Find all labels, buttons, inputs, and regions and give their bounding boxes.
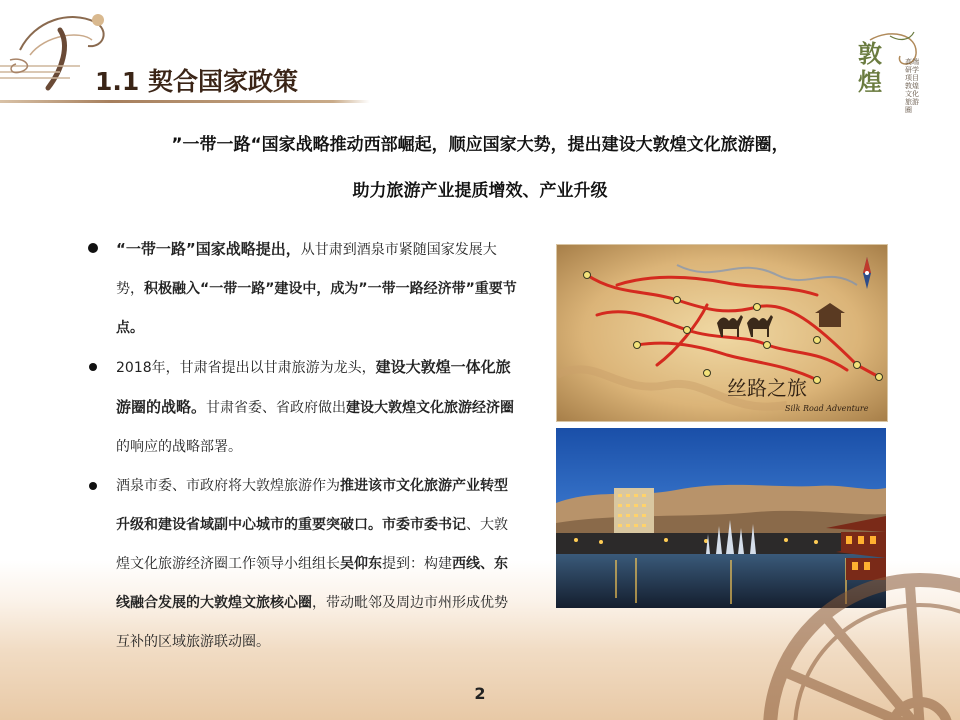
bullet-list (88, 230, 518, 662)
map-caption-en: Silk Road Adventure (785, 404, 869, 413)
bullet-3-part-5: 吴仰东 (340, 556, 382, 572)
bullet-2-part-4: 建设大敦煌文化旅游经济圈 (346, 400, 515, 416)
bullet-2-part-2: 建设大敦煌一体化旅游圈的战略。 (116, 358, 511, 416)
bullet-3-part-4: 、大敦煌文化旅游经济圈工作领导小组组长 (116, 517, 508, 572)
title-underline (0, 100, 370, 103)
bullet-2-part-1: 2018年，甘肃省提出以甘肃旅游为龙头， (116, 360, 376, 376)
bullet-item-2 (88, 348, 518, 467)
page-number: 2 (474, 684, 486, 703)
logo-subtitle: 高端研学项目敦煌文化旅游圈 (905, 58, 919, 114)
bullet-3-part-6: 提到：构建 (382, 556, 452, 572)
bullet-dot-icon (89, 363, 97, 371)
decorative-wheel (690, 520, 960, 720)
bullet-dot-icon (89, 482, 97, 490)
headline-line-2: 助力旅游产业提质增效、产业升级 (352, 181, 608, 201)
bullet-item-3 (88, 467, 518, 662)
bullet-3-part-3: 市委市委书记 (382, 517, 466, 533)
bullet-2-part-5: 的响应的战略部署。 (116, 439, 242, 455)
logo-text: 敦煌 (858, 39, 882, 96)
bullet-3-part-2: 推进该市文化旅游产业转型升级和建设省域副中心城市的重要突破口。 (116, 478, 508, 533)
map-illustration (557, 245, 887, 421)
bullet-1-part-2: 从甘肃到酒泉市紧随国家发展大势， (116, 242, 497, 297)
bullet-item-1 (88, 230, 518, 348)
bullet-1-part-1: “一带一路”国家战略提出， (116, 240, 301, 258)
headline-line-1: ”一带一路“国家战略推动西部崛起，顺应国家大势，提出建设大敦煌文化旅游圈， (171, 135, 789, 155)
bullet-1-part-3: 积极融入“一带一路”建设中，成为”一带一路经济带”重要节点。 (116, 281, 517, 336)
page-title: 1.1 契合国家政策 (95, 67, 298, 96)
bullet-3-part-8: ，带动毗邻及周边市州形成优势互补的区域旅游联动圈。 (116, 595, 508, 650)
bullet-dot-icon (88, 243, 98, 253)
bullet-2-part-3: 甘肃省委、省政府做出 (206, 400, 347, 416)
bullet-3-part-7: 西线、东线融合发展的大敦煌文旅核心圈 (116, 556, 508, 611)
silk-road-map-image (556, 244, 888, 422)
map-caption: 丝路之旅 (727, 376, 807, 400)
bullet-3-part-1: 酒泉市委、市政府将大敦煌旅游作为 (116, 478, 340, 494)
